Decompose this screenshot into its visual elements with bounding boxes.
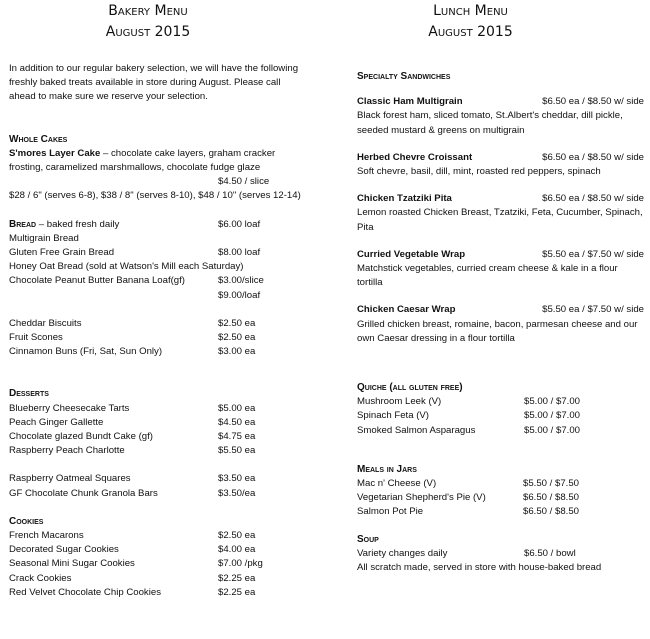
soup-note: All scratch made, served in store with house-baked bread [357, 562, 602, 574]
sandwich-item [357, 95, 644, 138]
pastry-item-price: $2.50 ea [218, 317, 256, 329]
bread-item-name: Multigrain Bread [9, 232, 79, 244]
jar-item-price: $6.50 / $8.50 [523, 506, 580, 518]
bread-heading-price: $6.00 loaf [218, 218, 261, 230]
jar-item-price: $5.50 / $7.50 [523, 478, 580, 490]
sandwich-price: $6.50 ea / $8.50 w/ side [542, 193, 644, 205]
cookie-item [9, 543, 305, 557]
sandwich-description: Soft chevre, basil, dill, mint, roasted red peppers, spinach [357, 166, 601, 178]
sandwich-description: Black forest ham, sliced tomato, St.Albert's cheddar, dill pickle, seeded mustard & greens on multigrain [357, 110, 623, 136]
bakery-menu-column [9, 0, 305, 600]
quiche-item-name: Spinach Feta (V) [357, 410, 429, 422]
quiche-item [357, 424, 644, 438]
bread-item [9, 274, 305, 288]
sandwich-name: Classic Ham Multigrain [357, 96, 463, 108]
quiche-item-name: Mushroom Leek (V) [357, 396, 442, 408]
bread-item-name: Gluten Free Grain Bread [9, 247, 115, 259]
sandwich-price: $5.50 ea / $7.50 w/ side [542, 248, 644, 260]
dessert-item [9, 444, 305, 458]
soup-name: Variety changes daily [357, 547, 448, 559]
bakery-menu-date: August 2015 [105, 24, 191, 40]
sandwich-item [357, 303, 644, 346]
jar-item-name: Mac n' Cheese (V) [357, 478, 437, 490]
sandwich-header [357, 192, 644, 206]
quiche-item-name: Smoked Salmon Asparagus [357, 424, 476, 436]
cookie-item-price: $2.25 ea [218, 586, 256, 598]
pastry-item-price: $2.50 ea [218, 332, 256, 344]
sandwich-description: Matchstick vegetables, curried cream cheese & kale in a flour tortilla [357, 263, 618, 289]
dessert-item-name: Raspberry Peach Charlotte [9, 445, 125, 457]
dessert-item-price: $5.00 ea [218, 402, 256, 414]
sandwiches-heading: Specialty Sandwiches [357, 71, 451, 82]
dessert-item [9, 402, 305, 416]
desserts-heading: Desserts [9, 388, 49, 400]
pastry-item-name: Cheddar Biscuits [9, 317, 82, 329]
sandwich-price: $5.50 ea / $7.50 w/ side [542, 304, 644, 316]
banana-loaf-price: $9.00/loaf [218, 289, 261, 301]
pastry-item-price: $3.00 ea [218, 346, 256, 358]
bakery-menu-title: Bakery Menu [108, 3, 188, 19]
jar-item-price: $6.50 / $8.50 [523, 492, 580, 504]
bread-item-price: $8.00 loaf [218, 247, 261, 259]
smores-slice-price: $4.50 / slice [218, 176, 270, 188]
sandwich-name: Curried Vegetable Wrap [357, 248, 466, 260]
cookies-heading: Cookies [9, 515, 44, 527]
bread-heading-row [9, 218, 305, 232]
cookie-item-name: Crack Cookies [9, 572, 72, 584]
dessert-item-name: Blueberry Cheesecake Tarts [9, 402, 130, 414]
pastry-item [9, 317, 305, 331]
jar-item [357, 491, 644, 505]
dessert-item [9, 430, 305, 444]
cookie-item-name: Red Velvet Chocolate Chip Cookies [9, 586, 161, 598]
dessert-item-name: Chocolate glazed Bundt Cake (gf) [9, 431, 153, 443]
sandwich-name: Chicken Caesar Wrap [357, 304, 456, 316]
sandwich-price: $6.50 ea / $8.50 w/ side [542, 96, 644, 108]
dessert-item-name: Raspberry Oatmeal Squares [9, 473, 131, 485]
dessert-item-name: GF Chocolate Chunk Granola Bars [9, 487, 158, 499]
cookie-item [9, 586, 305, 600]
soup-heading: Soup [357, 533, 379, 545]
pastry-item-name: Fruit Scones [9, 332, 63, 344]
lunch-menu-column [357, 0, 644, 575]
bread-item [9, 246, 305, 260]
pastry-item [9, 331, 305, 345]
dessert-item [9, 472, 305, 486]
bread-item-name: Chocolate Peanut Butter Banana Loaf(gf) [9, 275, 186, 287]
dessert-item [9, 487, 305, 501]
dessert-item-price: $5.50 ea [218, 445, 256, 457]
whole-cakes-heading: Whole Cakes [9, 133, 68, 145]
sandwich-header [357, 248, 644, 262]
dessert-item-name: Peach Ginger Gallette [9, 416, 104, 428]
cookie-item-name: Decorated Sugar Cookies [9, 544, 119, 556]
cookie-item-price: $2.50 ea [218, 530, 256, 542]
cookie-item [9, 557, 305, 571]
lunch-menu-date: August 2015 [428, 24, 513, 40]
jars-heading: Meals in Jars [357, 463, 417, 475]
cookie-item-price: $4.00 ea [218, 544, 256, 556]
jar-item [357, 477, 644, 491]
dessert-item-price: $4.75 ea [218, 431, 256, 443]
quiche-item [357, 409, 644, 423]
sandwich-header [357, 303, 644, 317]
quiche-heading: Quiche (all gluten free) [357, 382, 463, 394]
jar-item-name: Vegetarian Shepherd's Pie (V) [357, 492, 486, 504]
sandwich-name: Herbed Chevre Croissant [357, 151, 473, 163]
bread-heading: Bread – baked fresh daily [9, 218, 120, 230]
dessert-item [9, 416, 305, 430]
cookie-item-name: French Macarons [9, 530, 84, 542]
smores-name: S'mores Layer Cake [9, 147, 101, 159]
cookie-item [9, 572, 305, 586]
bread-item-name: Honey Oat Bread (sold at Watson's Mill each Saturday) [9, 261, 244, 273]
quiche-item [357, 395, 644, 409]
smores-description [9, 147, 305, 175]
dessert-item-price: $4.50 ea [218, 416, 256, 428]
sandwich-header [357, 151, 644, 165]
smores-desc: – chocolate cake layers, graham cracker frosting, caramelized marshmallows, chocolate fudge glaze [9, 147, 276, 174]
cookie-item-price: $7.00 /pkg [218, 558, 263, 570]
sandwich-item [357, 192, 644, 235]
soup-price: $6.50 / bowl [524, 547, 576, 559]
cookie-item-price: $2.25 ea [218, 572, 256, 584]
sandwich-item [357, 151, 644, 179]
pastry-item-name: Cinnamon Buns (Fri, Sat, Sun Only) [9, 346, 163, 358]
sandwich-item [357, 248, 644, 291]
quiche-item-price: $5.00 / $7.00 [524, 410, 581, 422]
bread-item-price: $3.00/slice [218, 275, 264, 287]
quiche-item-price: $5.00 / $7.00 [524, 424, 581, 436]
pastry-item [9, 345, 305, 359]
cookie-item-name: Seasonal Mini Sugar Cookies [9, 558, 135, 570]
dessert-item-price: $3.50 ea [218, 473, 256, 485]
smores-sizes: $28 / 6" (serves 6-8), $38 / 8" (serves 8-10), $48 / 10" (serves 12-14) [9, 190, 301, 202]
bread-item [9, 232, 305, 246]
sandwich-description: Lemon roasted Chicken Breast, Tzatziki, Feta, Cucumber, Spinach, Pita [357, 207, 643, 233]
dessert-item-price: $3.50/ea [218, 487, 256, 499]
bakery-intro: In addition to our regular bakery selection, we will have the following freshly baked treats available in store during August. Please call ahead to make sure we reserve your selection. [9, 63, 299, 103]
bread-item [9, 260, 305, 274]
sandwich-price: $6.50 ea / $8.50 w/ side [542, 151, 644, 163]
jar-item-name: Salmon Pot Pie [357, 506, 424, 518]
cookie-item [9, 529, 305, 543]
sandwich-header [357, 95, 644, 109]
sandwich-description: Grilled chicken breast, romaine, bacon, parmesan cheese and our own Caesar dressing in a flour tortilla [357, 318, 638, 344]
lunch-menu-title: Lunch Menu [433, 3, 508, 19]
jar-item [357, 505, 644, 519]
soup-row [357, 547, 644, 561]
sandwich-name: Chicken Tzatziki Pita [357, 193, 452, 205]
quiche-item-price: $5.00 / $7.00 [524, 396, 581, 408]
